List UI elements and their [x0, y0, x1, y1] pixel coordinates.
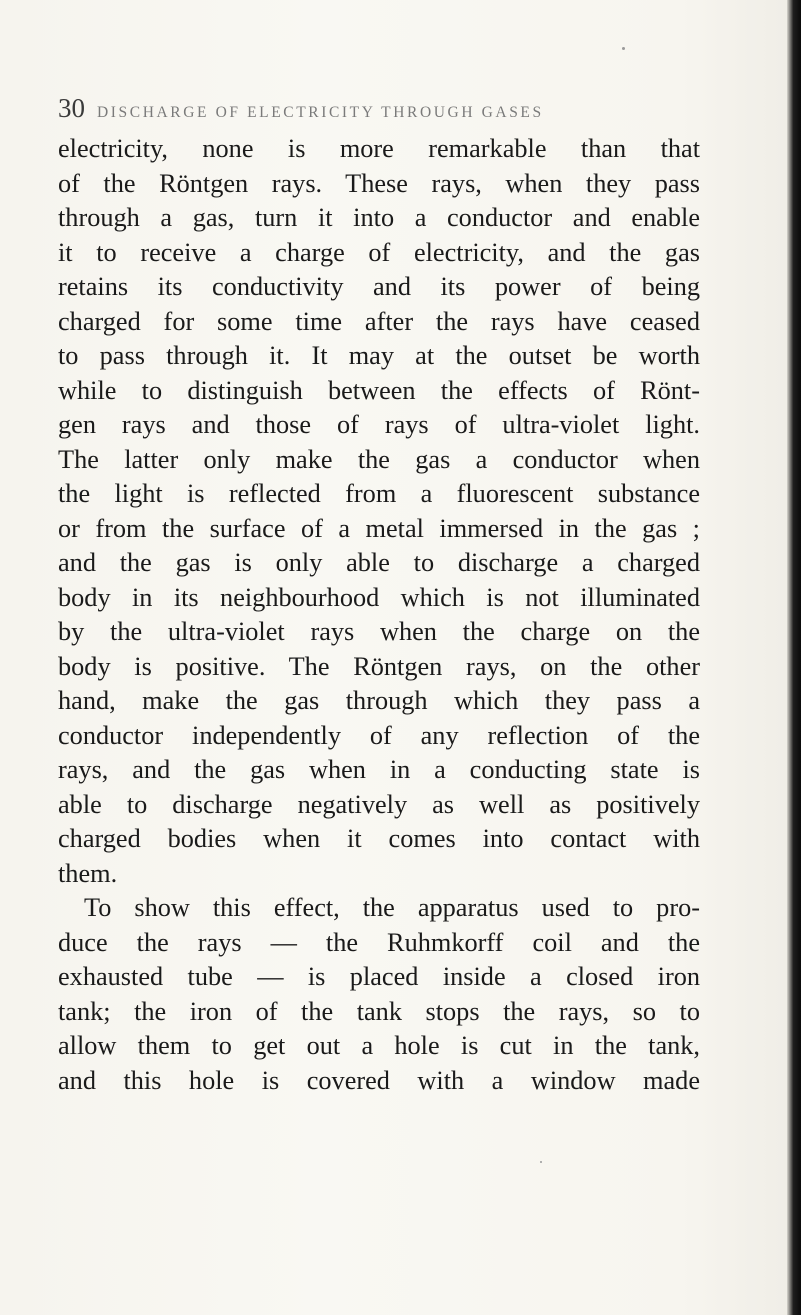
page-edge-shadow: [787, 0, 801, 1315]
text-line: The latter only make the gas a conductor when: [58, 444, 700, 474]
text-line: to pass through it. It may at the outset be worth: [58, 341, 700, 370]
text-line: or from the surface of a metal immersed in the gas ;: [58, 513, 700, 543]
text-line: gen rays and those of rays of ultra-violet light.: [58, 410, 700, 439]
text-line: charged bodies when it comes into contact with: [58, 824, 700, 853]
paragraph: [58, 132, 700, 891]
page-number: 30: [58, 93, 85, 123]
text-line: electricity, none is more remarkable than that: [58, 134, 700, 163]
text-line: and this hole is covered with a window made: [58, 1065, 700, 1095]
text-line: and the gas is only able to discharge a charged: [58, 548, 700, 577]
text-line: it to receive a charge of electricity, and the gas: [58, 237, 700, 267]
paragraph: [58, 891, 700, 1098]
text-line: hand, make the gas through which they pass a: [58, 686, 700, 715]
paper-speck: [540, 1161, 542, 1163]
text-line: duce the rays — the Ruhmkorff coil and the: [58, 927, 700, 957]
text-line: To show this effect, the apparatus used to pro-: [84, 893, 700, 922]
text-line: exhausted tube — is placed inside a closed iron: [58, 962, 700, 991]
text-line: allow them to get out a hole is cut in the tank,: [58, 1031, 700, 1060]
text-line: the light is reflected from a fluorescent substance: [58, 479, 700, 508]
text-line: charged for some time after the rays have ceased: [58, 306, 700, 336]
page-header: [58, 93, 698, 121]
body-text: [58, 132, 700, 1098]
text-line: able to discharge negatively as well as positively: [58, 789, 700, 819]
text-line: body in its neighbourhood which is not illuminated: [58, 582, 700, 612]
text-line: body is positive. The Röntgen rays, on the other: [58, 651, 700, 681]
text-line: by the ultra-violet rays when the charge on the: [58, 617, 700, 646]
text-line: conductor independently of any reflection of the: [58, 720, 700, 750]
text-line: them.: [58, 858, 118, 888]
text-line: while to distinguish between the effects of Rönt-: [58, 375, 700, 405]
paper-speck: [622, 47, 625, 50]
text-line: through a gas, turn it into a conductor and enable: [58, 203, 700, 232]
text-line: of the Röntgen rays. These rays, when they pass: [58, 168, 700, 198]
text-line: rays, and the gas when in a conducting state is: [58, 755, 700, 784]
text-line: tank; the iron of the tank stops the rays, so to: [58, 996, 700, 1026]
text-line: retains its conductivity and its power of being: [58, 272, 700, 301]
running-head: DISCHARGE OF ELECTRICITY THROUGH GASES: [97, 104, 544, 121]
